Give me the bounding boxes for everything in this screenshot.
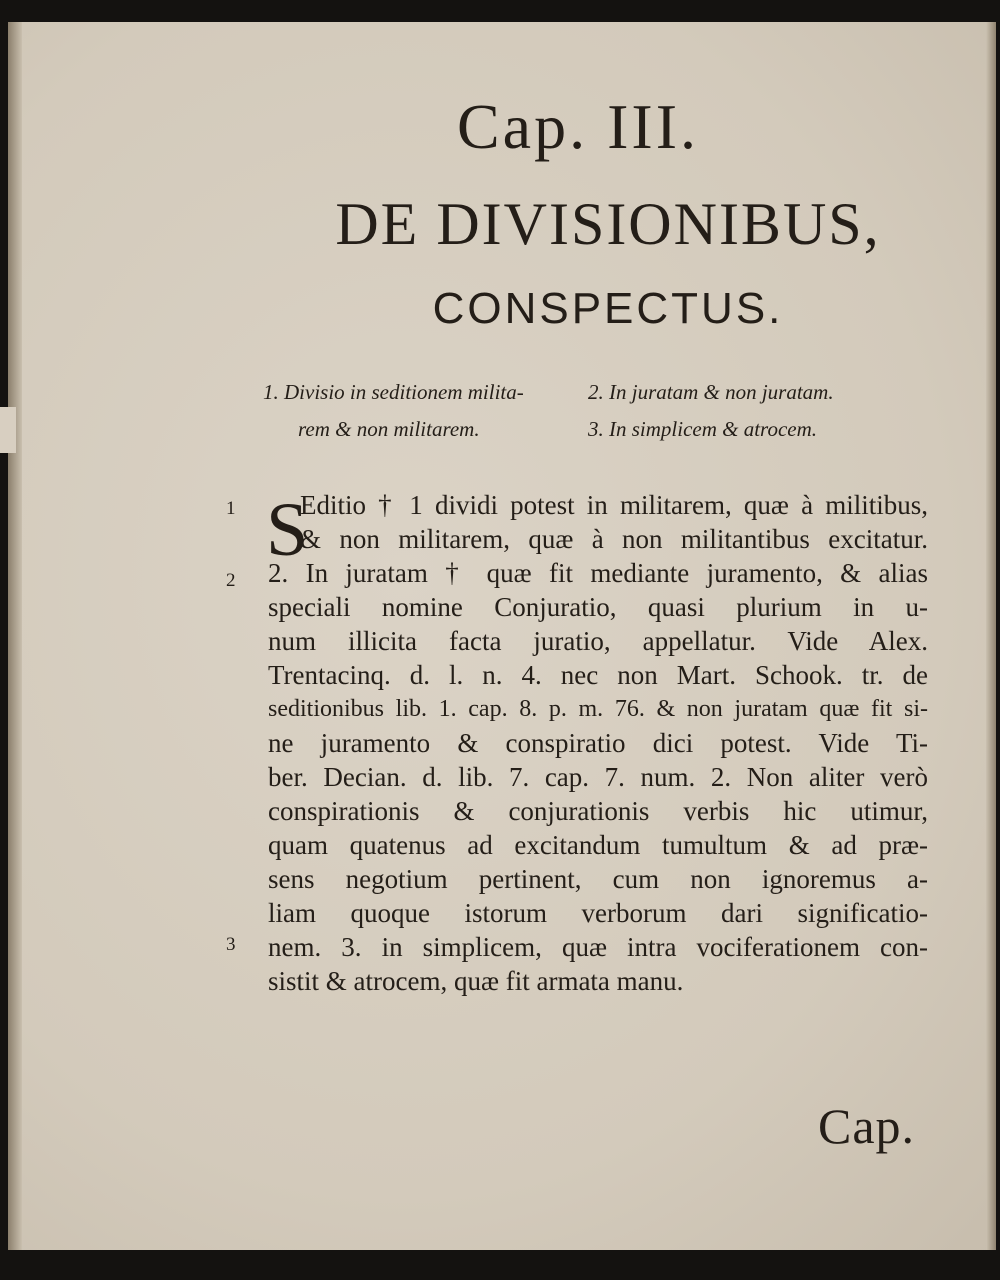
body-line-12: sens negotium pertinent, cum non ignoremus a- [268, 864, 928, 894]
body-line-15: sistit & atrocem, quæ fit armata manu. [268, 966, 684, 996]
chapter-title: DE DIVISIONIBUS, [335, 191, 881, 257]
body-line-4: speciali nomine Conjuratio, quasi plurium in u- [268, 592, 928, 622]
body-line-13: liam quoque istorum verborum dari significatio- [268, 898, 928, 928]
drop-cap: S [266, 488, 309, 572]
chapter-number: Cap. III. [456, 91, 700, 162]
body-line-8: ne juramento & conspiratio dici potest. Vide Ti- [268, 728, 928, 758]
body-line-2: & non militarem, quæ à non militantibus excitatur. [300, 524, 928, 554]
book-page [8, 22, 996, 1250]
page-right-edge [986, 22, 996, 1250]
body-line-6: Trentacinq. d. l. n. 4. nec non Mart. Schook. tr. de [268, 660, 928, 690]
summary-part-2: 2. In juratam & non juratam. [588, 380, 834, 404]
summary-part-4: 3. In simplicem & atrocem. [588, 417, 818, 441]
page-tab-mark [0, 407, 16, 453]
body-line-1: Editio † 1 dividi potest in militarem, quæ à militibus, [300, 490, 928, 520]
body-line-7: seditionibus lib. 1. cap. 8. p. m. 76. & non juratam quæ fit si- [268, 696, 928, 722]
body-line-5: num illicita facta juratio, appellatur. Vide Alex. [268, 626, 928, 656]
summary-part-1: 1. Divisio in seditionem milita- [263, 380, 524, 404]
summary-part-3: rem & non militarem. [298, 417, 480, 441]
body-line-10: conspirationis & conjurationis verbis hic utimur, [268, 796, 928, 826]
chapter-subtitle: CONSPECTUS. [432, 284, 784, 333]
body-line-11: quam quatenus ad excitandum tumultum & ad præ- [268, 830, 928, 860]
body-line-14: nem. 3. in simplicem, quæ intra vociferationem con- [268, 932, 928, 962]
margin-number-3: 3 [226, 934, 236, 955]
catchword: Cap. [818, 1098, 916, 1154]
body-line-9: ber. Decian. d. lib. 7. cap. 7. num. 2. Non aliter verò [268, 762, 928, 792]
margin-number-1: 1 [226, 498, 236, 519]
margin-number-2: 2 [226, 570, 236, 591]
body-line-3: 2. In juratam † quæ fit mediante juramento, & alias [268, 558, 928, 588]
page-left-edge [8, 22, 22, 1250]
